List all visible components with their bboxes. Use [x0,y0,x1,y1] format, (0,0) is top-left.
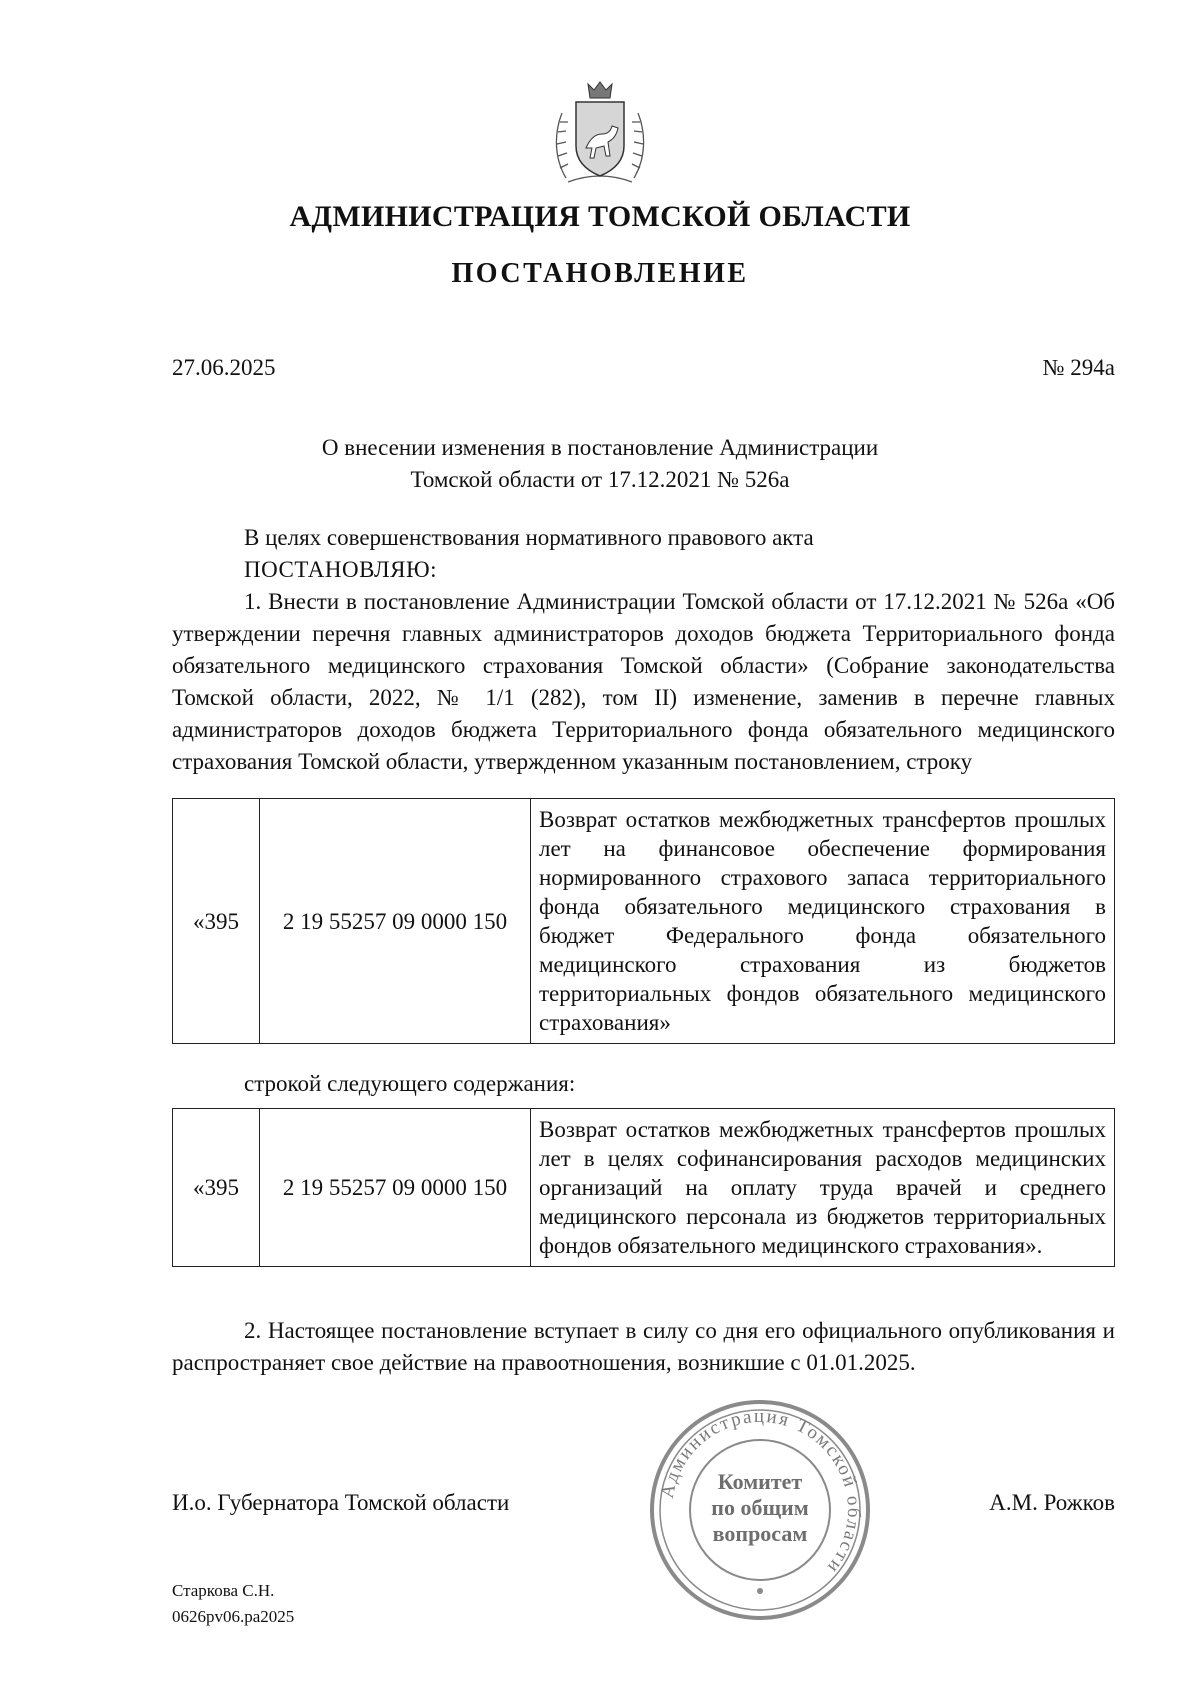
item-2-paragraph: 2. Настоящее постановление вступает в силу со дня его официального опубликования и распространяет свое действие на правоотношения, возникшие с 01.01.2025. [172,1318,1115,1375]
stamp-line-1: Комитет [717,1469,803,1494]
stamp-line-2: по общим [711,1495,809,1520]
document-number: № 294а [1042,355,1115,380]
coat-of-arms-emblem [548,78,652,188]
subject-line-2: Томской области от 17.12.2021 № 526а [410,467,790,492]
income-code-cell: 2 19 55257 09 0000 150 [260,1109,531,1267]
intro-paragraph: В целях совершенствования нормативного правового акта [244,525,814,550]
new-row-table [172,1108,1115,1267]
admin-code-cell: «395 [173,1109,260,1267]
income-code-cell: 2 19 55257 09 0000 150 [260,799,531,1044]
replace-with-paragraph: строкой следующего содержания: [244,1071,576,1096]
stamp-line-3: вопросам [712,1521,808,1546]
decree-word: ПОСТАНОВЛЯЮ: [244,557,438,582]
admin-code-cell: «395 [173,799,260,1044]
table-row [173,799,1115,1044]
income-name-cell: Возврат остатков межбюджетных трансфертов прошлых лет на финансовое обеспечение формирования нормированного страхового запаса территориального фонда обязательного медицинского страхования в бюджет Федерального фонда обязательного медицинского страхования из бюджетов территориальных фондов обязательного медицинского страхования» [531,799,1115,1044]
item-1-paragraph: 1. Внести в постановление Администрации Томской области от 17.12.2021 № 526а «Об утверждении перечня главных администраторов доходов бюджета Территориального фонда обязательного медицинского страхования Томской области» (Собрание законодательства Томской области, 2022, № 1/1 (282), том II) изменение, заменив в перечне главных администраторов доходов бюджета Территориального фонда обязательного медицинского страхования Томской области, утвержденном указанным постановлением, строку [172,589,1115,774]
table-row [173,1109,1115,1267]
file-code: 0626рv06.ра2025 [172,1607,295,1626]
old-row-table [172,798,1115,1044]
official-stamp [645,1395,875,1625]
document-date: 27.06.2025 [172,355,276,380]
organization-title: АДМИНИСТРАЦИЯ ТОМСКОЙ ОБЛАСТИ [289,200,911,233]
signatory-position: И.о. Губернатора Томской области [172,1490,510,1515]
document-type: ПОСТАНОВЛЕНИЕ [451,258,749,289]
income-name-cell: Возврат остатков межбюджетных трансфертов прошлых лет в целях софинансирования расходов медицинских организаций на оплату труда врачей и среднего медицинского персонала из бюджетов территориальных фондов обязательного медицинского страхования». [531,1109,1115,1267]
stamp-ring-text: Администрация Томской области [656,1405,865,1579]
executor-block [172,1578,294,1630]
signatory-name: А.М. Рожков [989,1490,1115,1515]
document-subject [0,432,1200,496]
subject-line-1: О внесении изменения в постановление Администрации [321,435,879,460]
executor-name: Старкова С.Н. [172,1581,275,1600]
